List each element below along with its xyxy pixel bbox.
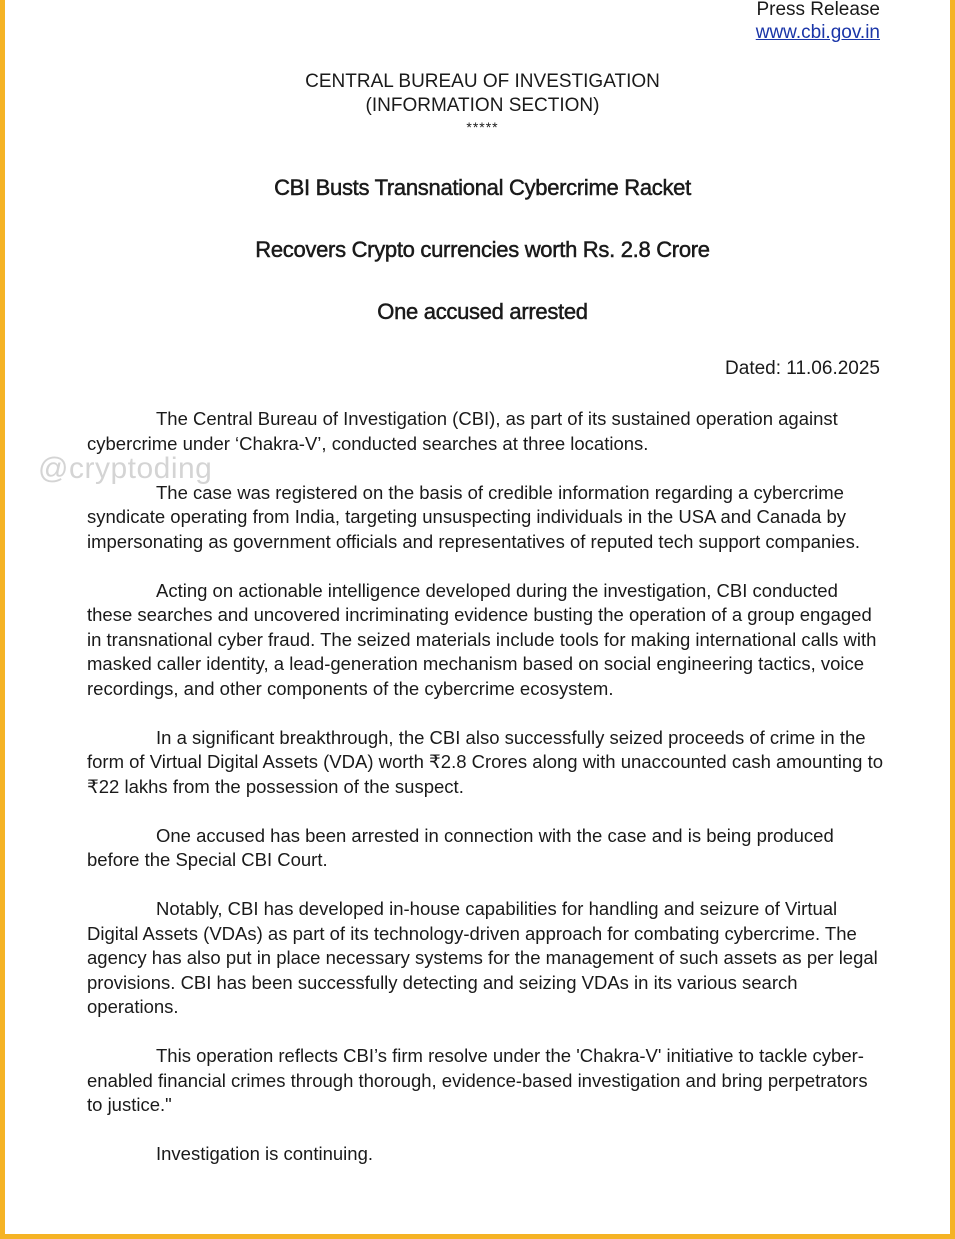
agency-section: (INFORMATION SECTION) (365, 95, 600, 116)
watermark: @cryptoding (38, 452, 213, 485)
paragraph-continuing: Investigation is continuing. (156, 1143, 373, 1164)
paragraph-searches: Acting on actionable intelligence developed during the investigation, CBI conducted these searches and uncovered incriminating evidence busting the operation of a group engaged in transnational cyber fraud. The seized materials include tools for making international calls with masked caller identity, a lead-generation mechanism based on social engineering tactics, voice recordings, and other components of the cybercrime ecosystem. (87, 579, 877, 699)
paragraph-intro: The Central Bureau of Investigation (CBI), as part of its sustained operation against cybercrime under ‘Chakra-V’, conducted searches at three locations. (87, 408, 838, 454)
headline-title: CBI Busts Transnational Cybercrime Racket (274, 175, 691, 200)
agency-block (5, 70, 950, 136)
cbi-website-link[interactable]: www.cbi.gov.in (755, 22, 880, 43)
separator-stars: ***** (466, 119, 499, 135)
release-date: Dated: 11.06.2025 (725, 358, 880, 379)
headline-tagline: One accused arrested (377, 299, 588, 324)
press-release-label: Press Release (756, 0, 880, 20)
release-body (87, 407, 887, 1191)
paragraph-capabilities: Notably, CBI has developed in-house capabilities for handling and seizure of Virtual Digital Assets (VDAs) as part of its technology-driven approach for combating cybercrime. The agency has also put in place necessary systems for the management of such assets as per legal provisions. CBI has been successfully detecting and seizing VDAs in its various search operations. (87, 898, 878, 1017)
press-release-document (5, 0, 950, 1234)
paragraph-case: The case was registered on the basis of credible information regarding a cybercrime syndicate operating from India, targeting unsuspecting individuals in the USA and Canada by impersonating as government officials and representatives of reputed tech support companies. (87, 481, 860, 552)
press-release-header (756, 0, 880, 44)
paragraph-resolve: This operation reflects CBI’s firm resolve under the 'Chakra-V' initiative to tackle cyber-enabled financial crimes through thorough, evidence-based investigation and bring perpetrators to justice." (87, 1045, 868, 1115)
agency-name: CENTRAL BUREAU OF INVESTIGATION (305, 71, 660, 92)
headline-subtitle: Recovers Crypto currencies worth Rs. 2.8 Crore (255, 237, 710, 262)
paragraph-arrest: One accused has been arrested in connection with the case and is being produced before the Special CBI Court. (87, 824, 834, 870)
paragraph-seizure: In a significant breakthrough, the CBI also successfully seized proceeds of crime in the form of Virtual Digital Assets (VDA) worth ₹2.8 Crores along with unaccounted cash amounting to ₹22 lakhs from the possession of the suspect. (87, 726, 884, 797)
